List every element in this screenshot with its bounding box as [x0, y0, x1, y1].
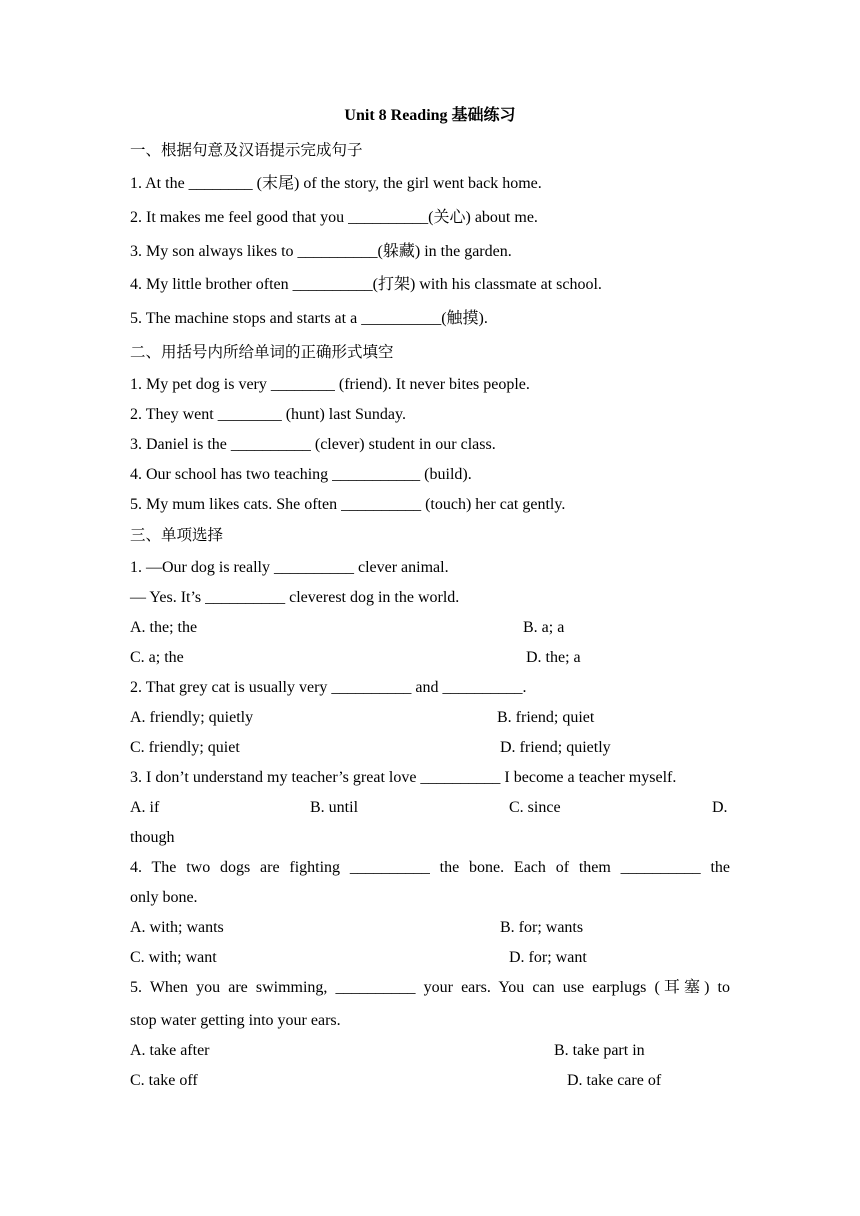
s1-question-4: 4. My little brother often __________(打架) with his classmate at school.	[130, 276, 602, 293]
section-3-heading: 三、单项选择	[130, 526, 224, 544]
s3-q1-option-d: D. the; a	[526, 649, 581, 666]
s3-q4-option-b: B. for; wants	[500, 919, 584, 936]
s3-q4-option-c: C. with; want	[130, 949, 217, 966]
s2-question-1: 1. My pet dog is very ________ (friend). It never bites people.	[130, 376, 530, 393]
s2-question-5: 5. My mum likes cats. She often __________ (touch) her cat gently.	[130, 496, 566, 513]
s3-q3-option-d: D.	[712, 799, 728, 816]
s3-q1-stem-reply: — Yes. It’s __________ cleverest dog in the world.	[130, 589, 460, 606]
s3-q5-option-b: B. take part in	[554, 1042, 645, 1059]
s3-q1-option-a: A. the; the	[130, 619, 198, 636]
s2-question-4: 4. Our school has two teaching ___________ (build).	[130, 466, 472, 483]
s3-q5-stem-cont: stop water getting into your ears.	[130, 1012, 341, 1029]
s3-q3-option-a: A. if	[130, 799, 160, 816]
page-title: Unit 8 Reading 基础练习	[344, 107, 516, 124]
s3-q2-option-d: D. friend; quietly	[500, 739, 611, 756]
s1-question-5: 5. The machine stops and starts at a __________(触摸).	[130, 310, 488, 327]
s3-q3-option-c: C. since	[509, 799, 561, 816]
s3-q3-option-d-text: though	[130, 829, 175, 846]
s3-q2-option-c: C. friendly; quiet	[130, 739, 240, 756]
s3-q2-stem: 2. That grey cat is usually very __________ and __________.	[130, 679, 527, 696]
s3-q2-option-b: B. friend; quiet	[497, 709, 595, 726]
s3-q3-stem: 3. I don’t understand my teacher’s great love __________ I become a teacher myself.	[130, 769, 677, 786]
s1-question-3: 3. My son always likes to __________(躲藏) in the garden.	[130, 243, 512, 260]
s2-question-2: 2. They went ________ (hunt) last Sunday.	[130, 406, 406, 423]
s3-q4-stem-cont: only bone.	[130, 889, 198, 906]
s3-q4-stem: 4. The two dogs are fighting __________ the bone. Each of them __________ the	[130, 859, 730, 876]
section-1-heading: 一、根据句意及汉语提示完成句子	[130, 141, 363, 159]
s1-question-2: 2. It makes me feel good that you __________(关心) about me.	[130, 209, 538, 226]
s3-q1-option-b: B. a; a	[523, 619, 565, 636]
s3-q2-option-a: A. friendly; quietly	[130, 709, 254, 726]
s2-question-3: 3. Daniel is the __________ (clever) student in our class.	[130, 436, 496, 453]
s1-question-1: 1. At the ________ (末尾) of the story, the girl went back home.	[130, 175, 542, 192]
s3-q4-option-a: A. with; wants	[130, 919, 224, 936]
s3-q4-option-d: D. for; want	[509, 949, 587, 966]
s3-q5-option-d: D. take care of	[567, 1072, 662, 1089]
s3-q5-option-a: A. take after	[130, 1042, 210, 1059]
s3-q3-option-b: B. until	[310, 799, 359, 816]
s3-q5-stem: 5. When you are swimming, __________ your ears. You can use earplugs (耳塞) to	[130, 979, 730, 996]
s3-q1-stem: 1. —Our dog is really __________ clever animal.	[130, 559, 449, 576]
s3-q5-option-c: C. take off	[130, 1072, 198, 1089]
section-2-heading: 二、用括号内所给单词的正确形式填空	[130, 343, 394, 361]
s3-q1-option-c: C. a; the	[130, 649, 184, 666]
